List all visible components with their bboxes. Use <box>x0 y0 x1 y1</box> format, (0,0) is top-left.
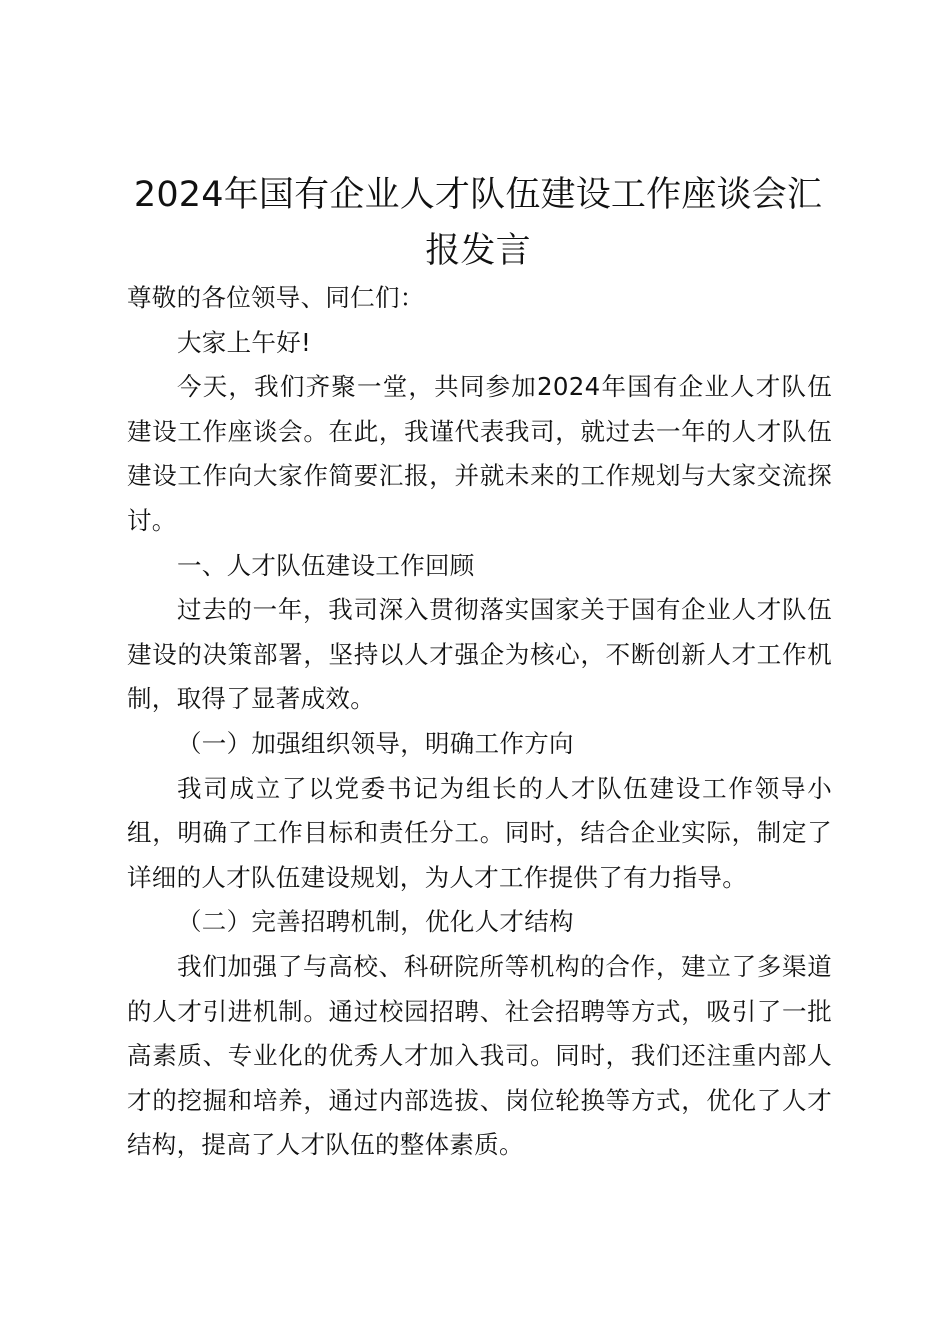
subsection-1-paragraph: 我司成立了以党委书记为组长的人才队伍建设工作领导小组，明确了工作目标和责任分工。同时，结合企业实际，制定了详细的人才队伍建设规划，为人才工作提供了有力指导。 <box>127 773 832 892</box>
document-body <box>127 276 832 1168</box>
greeting-paragraph: 大家上午好! <box>177 327 312 357</box>
subsection-2-paragraph: 我们加强了与高校、科研院所等机构的合作，建立了多渠道的人才引进机制。通过校园招聘、社会招聘等方式，吸引了一批高素质、专业化的优秀人才加入我司。同时，我们还注重内部人才的挖掘和培养，通过内部选拔、岗位轮换等方式，优化了人才结构，提高了人才队伍的整体素质。 <box>127 951 832 1160</box>
section-heading-1: 一、人才队伍建设工作回顾 <box>177 550 475 580</box>
section-1-paragraph: 过去的一年，我司深入贯彻落实国家关于国有企业人才队伍建设的决策部署，坚持以人才强企为核心，不断创新人才工作机制，取得了显著成效。 <box>127 595 832 714</box>
salutation: 尊敬的各位领导、同仁们： <box>127 283 425 312</box>
intro-paragraph: 今天，我们齐聚一堂，共同参加2024年国有企业人才队伍建设工作座谈会。在此，我谨代表我司，就过去一年的人才队伍建设工作向大家作简要汇报，并就未来的工作规划与大家交流探讨。 <box>127 372 832 535</box>
document-title: 2024年国有企业人才队伍建设工作座谈会汇报发言 <box>133 175 823 271</box>
subsection-heading-2: （二）完善招聘机制，优化人才结构 <box>177 907 574 937</box>
subsection-heading-1: （一）加强组织领导，明确工作方向 <box>177 728 574 758</box>
